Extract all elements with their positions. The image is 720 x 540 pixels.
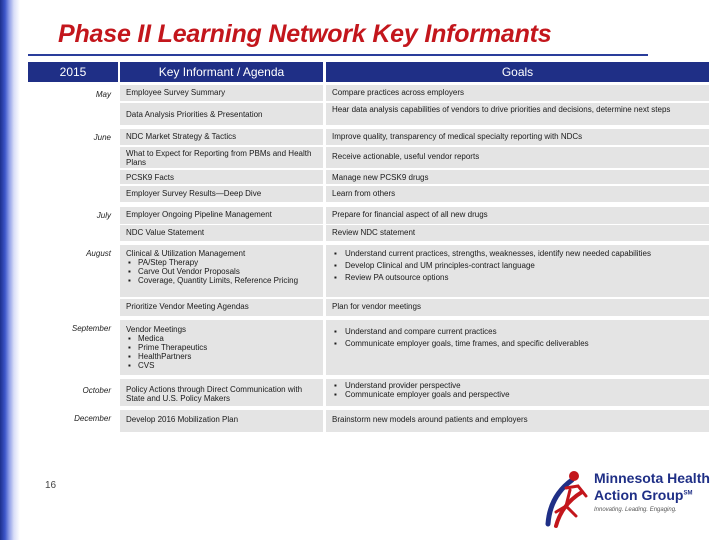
list-item: ▪ Communicate employer goals, time frames, and specific deliverables [345, 339, 703, 348]
list-item: ▪ Understand provider perspective [345, 381, 703, 390]
table-row-goal: Prepare for financial aspect of all new drugs [326, 207, 709, 224]
table-row-informant: Data Analysis Priorities & Presentation [120, 103, 323, 125]
month-october: October [82, 386, 111, 395]
header-key-informant: Key Informant / Agenda [120, 62, 323, 82]
table-row-goal: Improve quality, transparency of medical specialty reporting with NDCs [326, 129, 709, 145]
page-title: Phase II Learning Network Key Informants [58, 20, 552, 48]
month-june: June [93, 133, 111, 142]
list-item: ▪ Understand and compare current practices [345, 327, 703, 336]
table-row-goal [326, 320, 709, 375]
table-row-informant: PCSK9 Facts [120, 170, 323, 184]
table-row-goal: Brainstorm new models around patients and employers [326, 410, 709, 432]
table-row-goal: Learn from others [326, 186, 709, 202]
header-goals: Goals [326, 62, 709, 82]
informant-heading: Vendor Meetings [126, 325, 187, 334]
table-row-informant [120, 245, 323, 297]
title-underline [28, 54, 648, 56]
goal-list [332, 381, 703, 399]
list-item: ▪ Prime Therapeutics [138, 343, 317, 352]
month-august: August [86, 249, 111, 258]
list-item: ▪ Develop Clinical and UM principles-contract language [345, 261, 703, 270]
table-row-informant: NDC Value Statement [120, 225, 323, 241]
list-item: ▪ Understand current practices, strengths, weaknesses, identify new needed capabilities [345, 249, 703, 258]
table-row-informant: Prioritize Vendor Meeting Agendas [120, 299, 323, 316]
logo-text-line1: Minnesota Health [594, 470, 710, 486]
month-may: May [95, 90, 111, 99]
list-item: ▪ PA/Step Therapy [138, 258, 317, 267]
list-item: ▪ CVS [138, 361, 317, 370]
list-item: ▪ Coverage, Quantity Limits, Reference Pricing [138, 276, 317, 285]
informant-sublist [126, 258, 317, 285]
table-row-informant: NDC Market Strategy & Tactics [120, 129, 323, 145]
list-item: ▪ Medica [138, 334, 317, 343]
mnhag-logo [542, 462, 714, 534]
informant-sublist [126, 334, 317, 370]
list-item: ▪ HealthPartners [138, 352, 317, 361]
logo-text-line2-main: Action Group [594, 487, 684, 503]
logo-service-mark: SM [683, 490, 693, 497]
table-row-goal: Review NDC statement [326, 225, 709, 241]
table-row-goal: Compare practices across employers [326, 85, 709, 101]
table-row-goal: Manage new PCSK9 drugs [326, 170, 709, 184]
left-gradient-strip [0, 0, 20, 540]
table-row-goal: Receive actionable, useful vendor reports [326, 147, 709, 168]
table-row-informant: Employer Survey Results—Deep Dive [120, 186, 323, 202]
list-item: ▪ Communicate employer goals and perspective [345, 390, 703, 399]
table-row-informant [120, 320, 323, 375]
page-number: 16 [45, 480, 57, 491]
table-row-informant: Employer Ongoing Pipeline Management [120, 207, 323, 224]
table-row-goal: Plan for vendor meetings [326, 299, 709, 316]
month-september: September [71, 324, 111, 333]
month-july: July [96, 211, 111, 220]
table-row-goal: Hear data analysis capabilities of vendors to drive priorities and decisions, determine next steps [326, 103, 709, 125]
list-item: ▪ Review PA outsource options [345, 273, 703, 282]
goal-list [332, 249, 703, 282]
month-december: December [74, 414, 111, 423]
table-row-informant: What to Expect for Reporting from PBMs and Health Plans [120, 147, 323, 168]
table-row-goal [326, 379, 709, 406]
logo-text-line2 [594, 487, 692, 503]
table-row-informant: Policy Actions through Direct Communication with State and U.S. Policy Makers [120, 379, 323, 406]
goal-list [332, 327, 703, 348]
logo-tagline: Innovating. Leading. Engaging. [594, 507, 677, 513]
table-row-informant: Employee Survey Summary [120, 85, 323, 101]
table-row-informant: Develop 2016 Mobilization Plan [120, 410, 323, 432]
list-item: ▪ Carve Out Vendor Proposals [138, 267, 317, 276]
header-year: 2015 [28, 62, 118, 82]
informant-heading: Clinical & Utilization Management [126, 249, 246, 258]
runner-logo-icon [542, 466, 592, 530]
table-row-goal [326, 245, 709, 297]
